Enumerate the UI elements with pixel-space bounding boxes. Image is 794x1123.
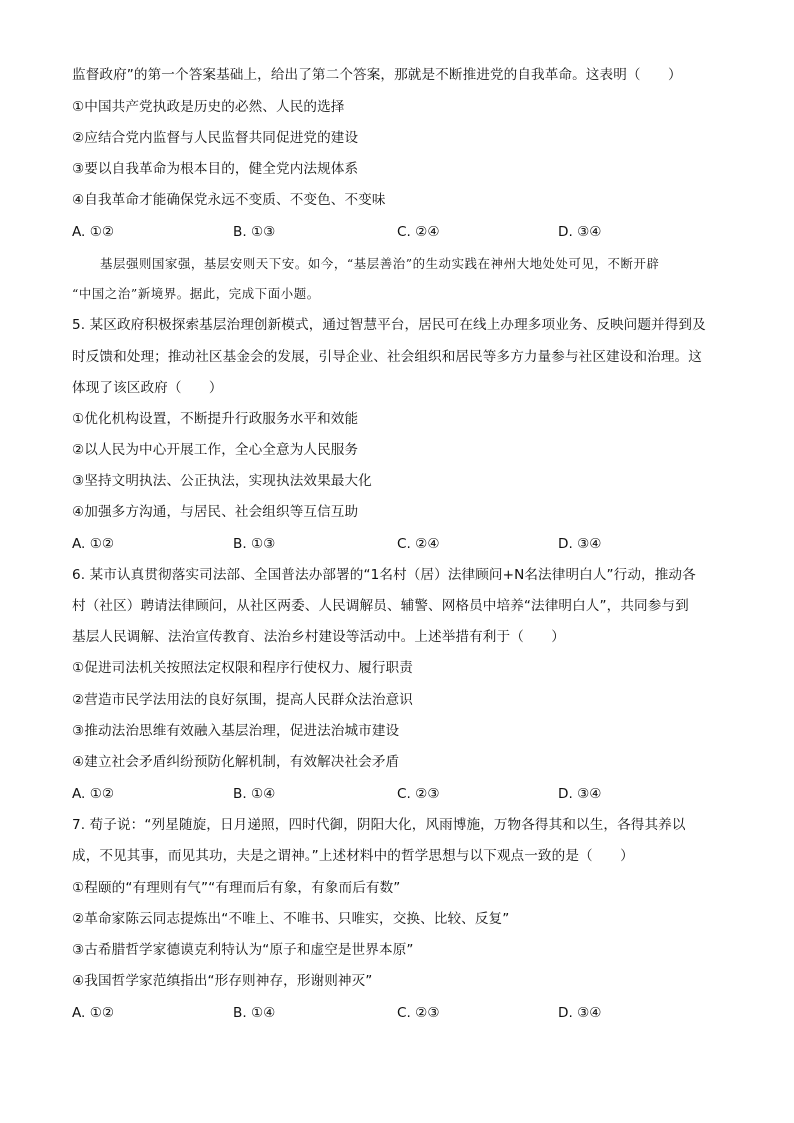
q4-statement-3: ③要以自我革命为根本目的，健全党内法规体系 <box>72 161 359 177</box>
q6-stem-line-1: 6. 某市认真贯彻落实司法部、全国普法办部署的“1名村（居）法律顾问+N名法律明白人”行动，推动各 <box>72 567 696 583</box>
q6-options <box>72 785 732 803</box>
q4-option-b[interactable]: B. ①③ <box>233 224 276 240</box>
q7-option-a[interactable]: A. ①② <box>72 1005 115 1021</box>
q7-statement-4: ④我国哲学家范缜指出“形存则神存，形谢则神灭” <box>72 973 373 989</box>
q5-stem-line-2: 时反馈和处理；推动社区基金会的发展，引导企业、社会组织和居民等多方力量参与社区建设和治理。这 <box>72 349 702 365</box>
q5-statement-2: ②以人民为中心开展工作，全心全意为人民服务 <box>72 442 359 458</box>
q7-statement-1: ①程颐的“有理则有气”“有理而后有象，有象而后有数” <box>72 880 401 896</box>
q6-option-b[interactable]: B. ①④ <box>233 786 276 802</box>
q5-options <box>72 535 732 553</box>
q5-option-c[interactable]: C. ②④ <box>397 536 440 552</box>
q4-statement-2: ②应结合党内监督与人民监督共同促进党的建设 <box>72 130 359 146</box>
q7-option-c[interactable]: C. ②③ <box>397 1005 440 1021</box>
q4-option-d[interactable]: D. ③④ <box>558 224 602 240</box>
q6-statement-4: ④建立社会矛盾纠纷预防化解机制，有效解决社会矛盾 <box>72 754 400 770</box>
q6-option-a[interactable]: A. ①② <box>72 786 115 802</box>
q4-option-a[interactable]: A. ①② <box>72 224 115 240</box>
q7-options <box>72 1004 732 1022</box>
q4-stem-tail: 监督政府”的第一个答案基础上，给出了第二个答案，那就是不断推进党的自我革命。这表明（ ） <box>72 67 682 83</box>
q7-option-b[interactable]: B. ①④ <box>233 1005 276 1021</box>
q6-stem-line-2: 村（社区）聘请法律顾问，从社区两委、人民调解员、辅警、网格员中培养“法律明白人”，共同参与到 <box>72 598 689 614</box>
q4-statement-4: ④自我革命才能确保党永远不变质、不变色、不变味 <box>72 192 386 208</box>
q7-statement-2: ②革命家陈云同志提炼出“不唯上、不唯书、只唯实，交换、比较、反复” <box>72 911 510 927</box>
q6-stem-line-3: 基层人民调解、法治宣传教育、法治乡村建设等活动中。上述举措有利于（ ） <box>72 629 565 645</box>
q6-statement-2: ②营造市民学法用法的良好氛围，提高人民群众法治意识 <box>72 692 413 708</box>
q4-option-c[interactable]: C. ②④ <box>397 224 440 240</box>
q5-statement-3: ③坚持文明执法、公正执法，实现执法效果最大化 <box>72 473 372 489</box>
material-line-1: 基层强则国家强，基层安则天下安。如今，“基层善治”的生动实践在神州大地处处可见，不断开辟 <box>100 256 660 271</box>
q6-statement-1: ①促进司法机关按照法定权限和程序行使权力、履行职责 <box>72 660 413 676</box>
q7-stem-line-2: 成，不见其事，而见其功，夫是之谓神。”上述材料中的哲学思想与以下观点一致的是（ ） <box>72 848 634 864</box>
q5-option-d[interactable]: D. ③④ <box>558 536 602 552</box>
q7-option-d[interactable]: D. ③④ <box>558 1005 602 1021</box>
q7-statement-3: ③古希腊哲学家德谟克利特认为“原子和虚空是世界本原” <box>72 942 414 958</box>
q7-stem-line-1: 7. 荀子说：“列星随旋，日月递照，四时代御，阴阳大化，风雨博施，万物各得其和以生，各得其养以 <box>72 817 686 833</box>
q6-statement-3: ③推动法治思维有效融入基层治理，促进法治城市建设 <box>72 723 400 739</box>
q5-stem-line-3: 体现了该区政府（ ） <box>72 380 223 396</box>
q6-option-c[interactable]: C. ②③ <box>397 786 440 802</box>
q5-option-b[interactable]: B. ①③ <box>233 536 276 552</box>
q5-option-a[interactable]: A. ①② <box>72 536 115 552</box>
q5-stem-line-1: 5. 某区政府积极探索基层治理创新模式，通过智慧平台，居民可在线上办理多项业务、反映问题并得到及 <box>72 317 706 333</box>
q4-statement-1: ①中国共产党执政是历史的必然、人民的选择 <box>72 99 345 115</box>
material-line-2: “中国之治”新境界。据此，完成下面小题。 <box>72 286 320 301</box>
q6-option-d[interactable]: D. ③④ <box>558 786 602 802</box>
q5-statement-4: ④加强多方沟通，与居民、社会组织等互信互助 <box>72 504 359 520</box>
q4-options <box>72 223 732 241</box>
q5-statement-1: ①优化机构设置，不断提升行政服务水平和效能 <box>72 411 359 427</box>
